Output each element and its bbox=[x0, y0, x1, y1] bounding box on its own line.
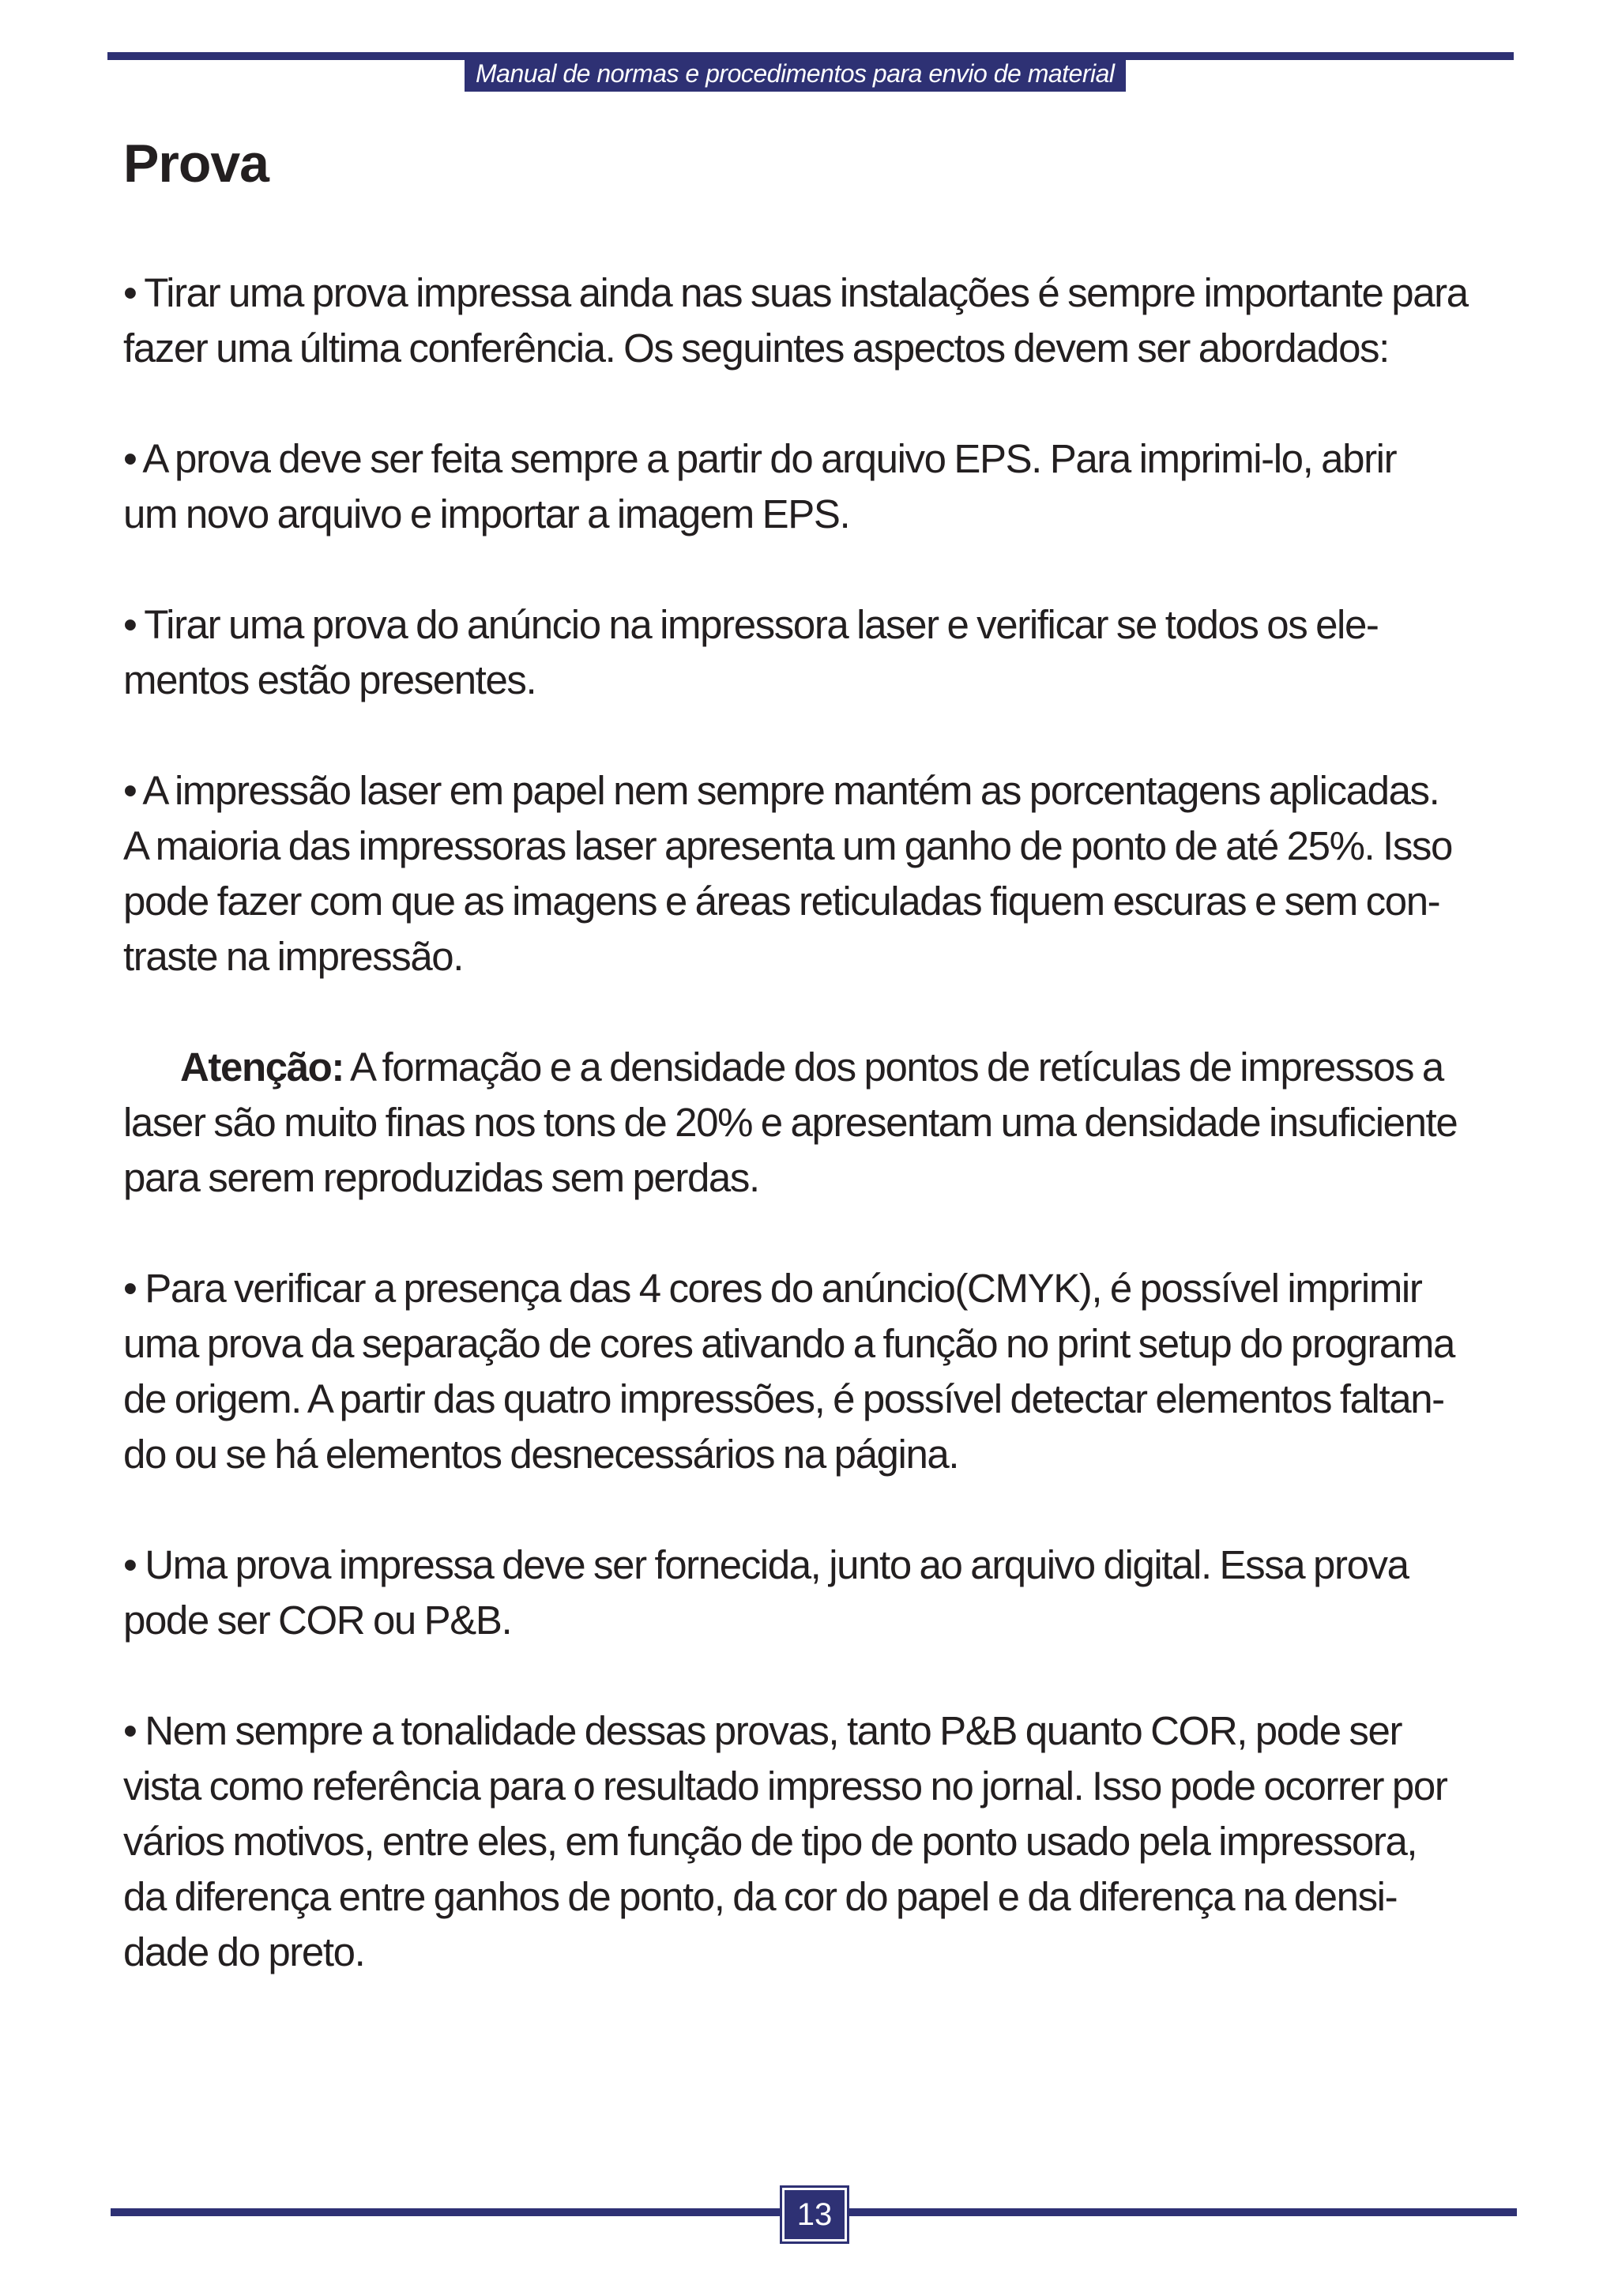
page-number: 13 bbox=[782, 2188, 847, 2241]
text-line: da diferença entre ganhos de ponto, da cor do papel e da diferença na densi- bbox=[123, 1874, 1398, 1919]
text-line: • A prova deve ser feita sempre a partir do arquivo EPS. Para imprimi-lo, abrir bbox=[123, 436, 1397, 481]
text-line: • Tirar uma prova impressa ainda nas suas instalações é sempre importante para bbox=[123, 270, 1468, 315]
paragraph-8 bbox=[123, 1703, 1498, 1980]
text-line: fazer uma última conferência. Os seguintes aspectos devem ser abordados: bbox=[123, 326, 1389, 371]
text-line: do ou se há elementos desnecessários na página. bbox=[123, 1432, 959, 1477]
text-line: traste na impressão. bbox=[123, 934, 464, 979]
text-line: para serem reproduzidas sem perdas. bbox=[123, 1155, 759, 1200]
paragraph-4 bbox=[123, 763, 1498, 984]
text-line: vista como referência para o resultado impresso no jornal. Isso pode ocorrer por bbox=[123, 1763, 1447, 1809]
attention-label: Atenção: bbox=[180, 1044, 344, 1090]
text-line: uma prova da separação de cores ativando a função no print setup do programa bbox=[123, 1321, 1454, 1366]
body-text bbox=[123, 265, 1498, 2035]
note-first-line bbox=[123, 1040, 1498, 1095]
running-header: Manual de normas e procedimentos para envio de material bbox=[465, 55, 1126, 92]
text-line: mentos estão presentes. bbox=[123, 657, 536, 702]
text-line: • Nem sempre a tonalidade dessas provas, tanto P&B quanto COR, pode ser bbox=[123, 1708, 1402, 1753]
note-text: A formação e a densidade dos pontos de retículas de impressos a bbox=[344, 1044, 1443, 1090]
attention-note bbox=[123, 1040, 1498, 1206]
text-line: laser são muito finas nos tons de 20% e apresentam uma densidade insuficiente bbox=[123, 1100, 1458, 1145]
text-line: A maioria das impressoras laser apresenta um ganho de ponto de até 25%. Isso bbox=[123, 823, 1452, 868]
text-line: pode fazer com que as imagens e áreas reticuladas fiquem escuras e sem con- bbox=[123, 879, 1440, 924]
paragraph-3 bbox=[123, 597, 1498, 708]
paragraph-7 bbox=[123, 1538, 1498, 1648]
text-line: • Para verificar a presença das 4 cores do anúncio(CMYK), é possível imprimir bbox=[123, 1266, 1422, 1311]
paragraph-2 bbox=[123, 431, 1498, 542]
text-line: • A impressão laser em papel nem sempre mantém as porcentagens aplicadas. bbox=[123, 768, 1439, 813]
paragraph-6 bbox=[123, 1261, 1498, 1482]
text-line: pode ser COR ou P&B. bbox=[123, 1598, 512, 1643]
paragraph-1 bbox=[123, 265, 1498, 376]
text-line: • Tirar uma prova do anúncio na impressora laser e verificar se todos os ele- bbox=[123, 602, 1379, 647]
page-title: Prova bbox=[123, 134, 269, 194]
text-line: de origem. A partir das quatro impressões, é possível detectar elementos faltan- bbox=[123, 1376, 1444, 1421]
text-line: • Uma prova impressa deve ser fornecida, junto ao arquivo digital. Essa prova bbox=[123, 1542, 1409, 1587]
text-line: um novo arquivo e importar a imagem EPS. bbox=[123, 491, 850, 536]
text-line: vários motivos, entre eles, em função de tipo de ponto usado pela impressora, bbox=[123, 1819, 1417, 1864]
text-line: dade do preto. bbox=[123, 1929, 365, 1974]
